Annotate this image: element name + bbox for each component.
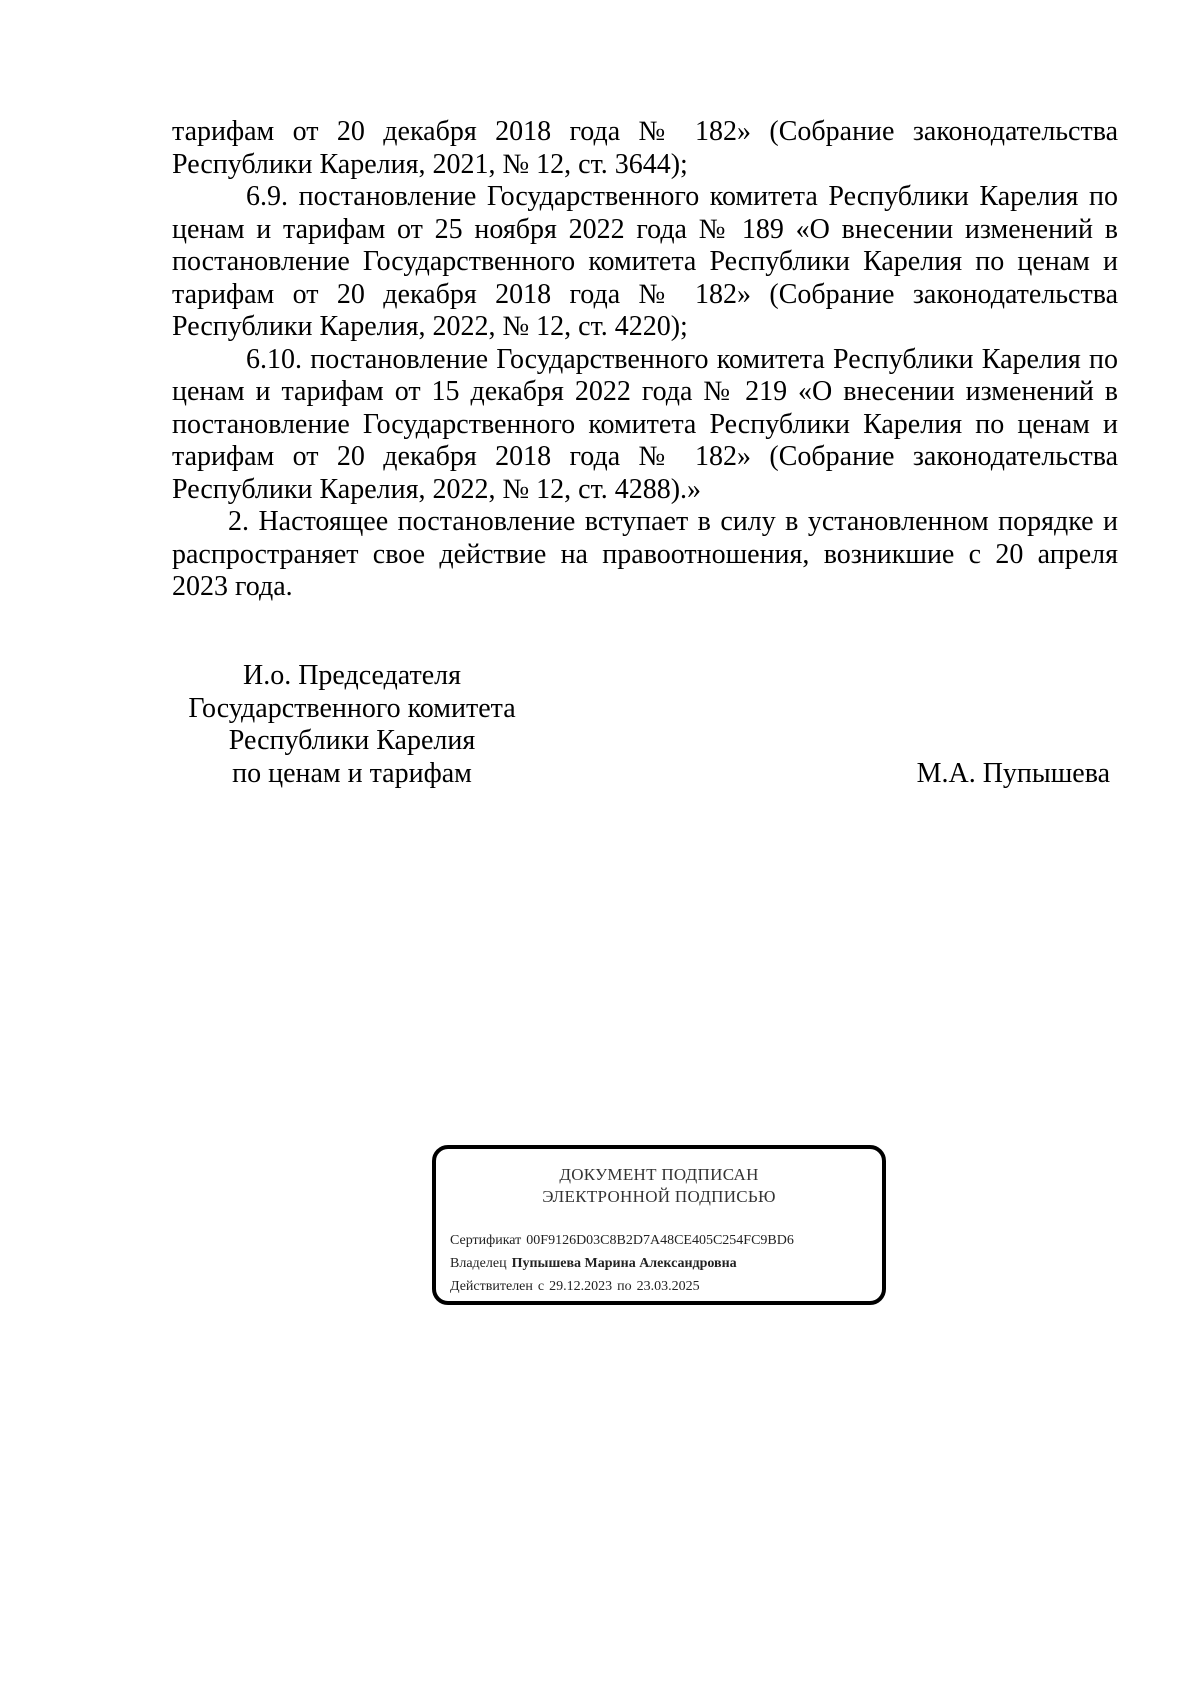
signer-title <box>172 660 532 790</box>
stamp-heading-line: ДОКУМЕНТ ПОДПИСАН <box>559 1165 759 1184</box>
stamp-certificate-row <box>450 1229 794 1252</box>
signer-title-line: Республики Карелия <box>228 725 476 756</box>
document-body <box>172 116 1118 604</box>
valid-from-label: с <box>537 1279 545 1294</box>
owner-label: Владелец <box>450 1256 507 1271</box>
signer-title-line: Государственного комитета <box>188 692 516 724</box>
stamp-heading-line: ЭЛЕКТРОННОЙ ПОДПИСЬЮ <box>542 1187 776 1206</box>
valid-label: Действителен <box>450 1279 533 1294</box>
valid-to-date: 23.03.2025 <box>636 1279 700 1294</box>
stamp-validity-row <box>450 1275 794 1298</box>
paragraph-item-6-9: 6.9. постановление Государственного комитета Республики Карелия по ценам и тарифам от 25 ноября 2022 года № 189 «О внесении изменений в постановление Государственного комитета Республики Карелия по ценам и тарифам от 20 декабря 2018 года № 182» (Собрание законодательства Республики Карелия, 2022, № 12, ст. 4220); <box>172 181 1118 342</box>
valid-from-date: 29.12.2023 <box>549 1279 613 1294</box>
electronic-signature-stamp <box>432 1145 886 1305</box>
paragraph-continuation: тарифам от 20 декабря 2018 года № 182» (Собрание законодательства Республики Карелия, 2021, № 12, ст. 3644); <box>172 116 1118 180</box>
signer-name: М.А. Пупышева <box>916 758 1110 789</box>
certificate-label: Сертификат <box>450 1233 522 1248</box>
signer-title-line: по ценам и тарифам <box>232 757 472 789</box>
stamp-details <box>450 1229 794 1298</box>
stamp-heading <box>436 1164 882 1208</box>
owner-value: Пупышева Марина Александровна <box>511 1256 737 1271</box>
paragraph-item-6-10: 6.10. постановление Государственного комитета Республики Карелия по ценам и тарифам от 15 декабря 2022 года № 219 «О внесении изменений в постановление Государственного комитета Республики Карелия по ценам и тарифам от 20 декабря 2018 года № 182» (Собрание законодательства Республики Карелия, 2022, № 12, ст. 4288).» <box>172 343 1118 505</box>
valid-to-label: по <box>617 1279 632 1294</box>
stamp-owner-row <box>450 1252 794 1275</box>
paragraph-item-2: 2. Настоящее постановление вступает в силу в установленном порядке и распространяет свое действие на правоотношения, возникшие с 20 апреля 2023 года. <box>172 506 1118 602</box>
certificate-value: 00F9126D03C8B2D7A48CE405C254FC9BD6 <box>526 1233 794 1248</box>
signer-title-line: И.о. Председателя <box>242 660 462 691</box>
